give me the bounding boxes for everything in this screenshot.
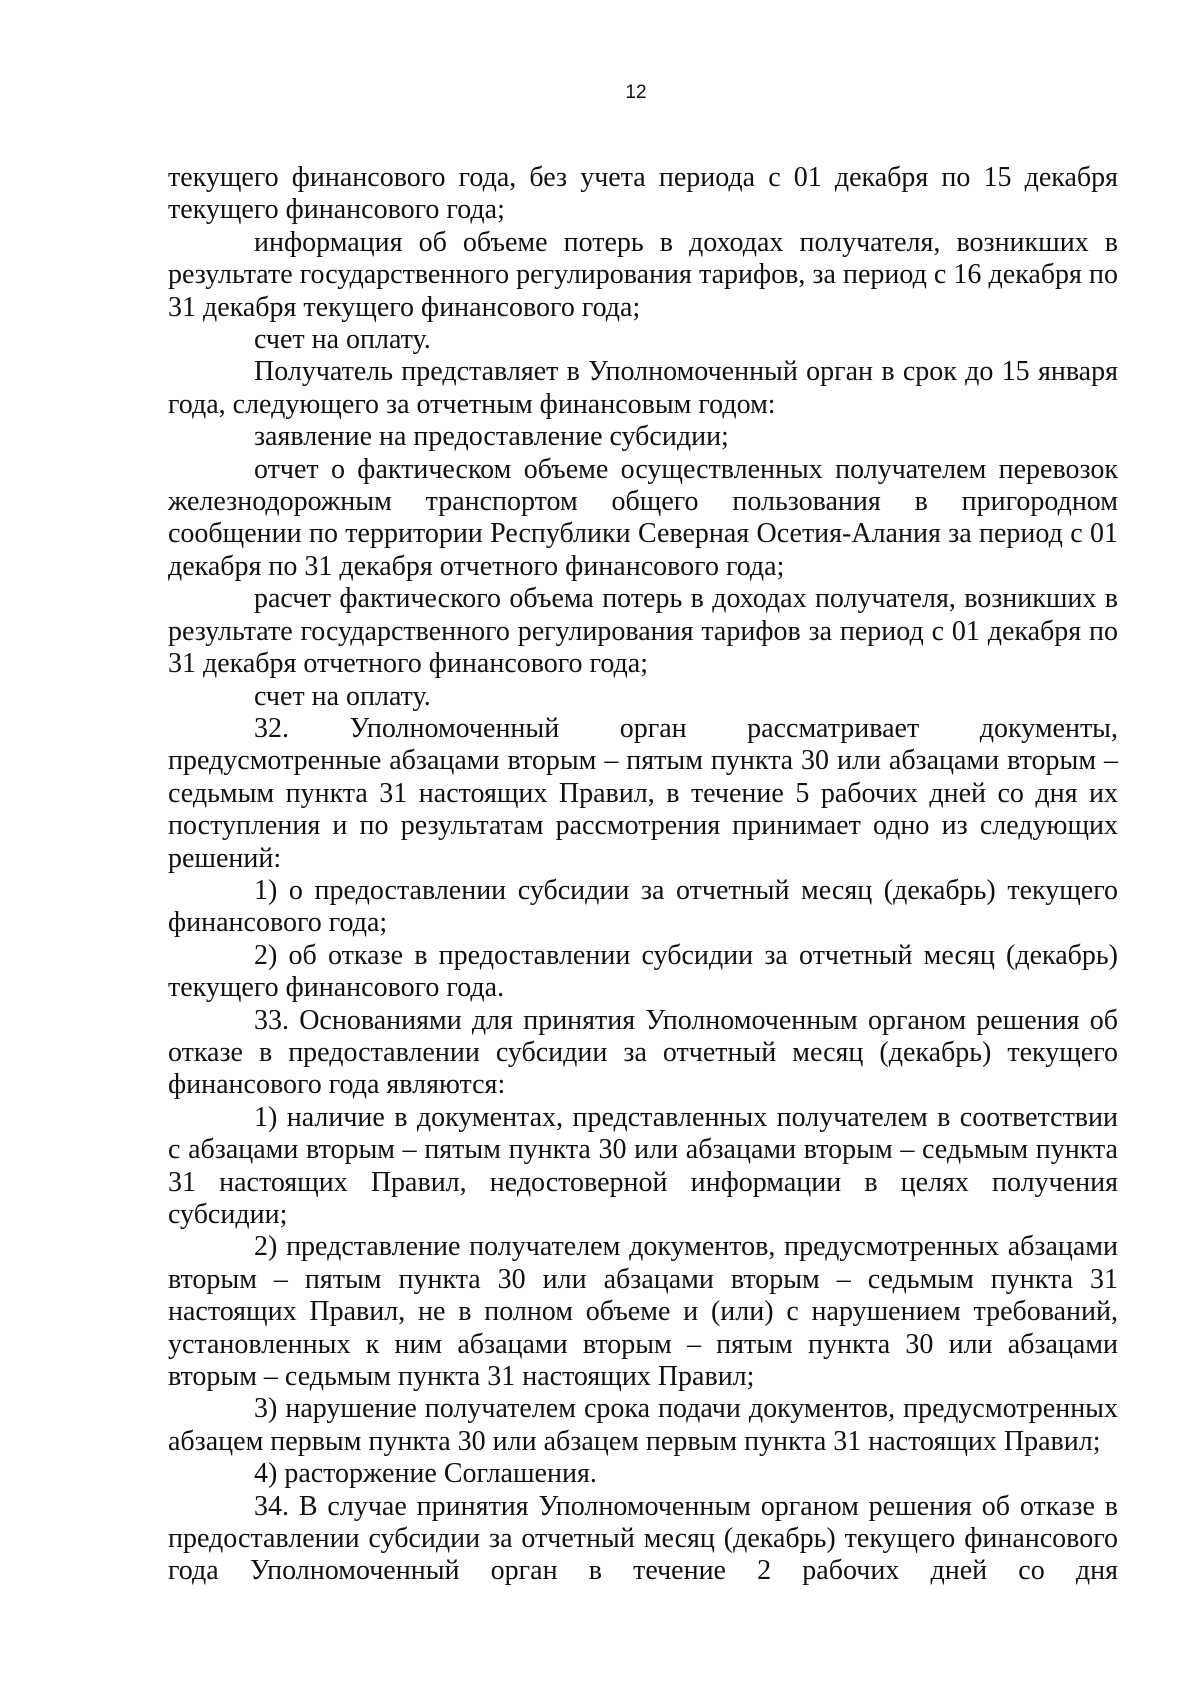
paragraph-loss-calculation: расчет фактического объема потерь в доходах получателя, возникших в результате государственного регулирования тарифов за период с 01 декабря по 31 декабря отчетного финансового года; (168, 583, 1118, 680)
paragraph-invoice-2: счет на оплату. (254, 680, 431, 712)
document-body (168, 162, 1118, 1588)
paragraph-invoice: счет на оплату. (254, 324, 431, 356)
paragraph-clause-32: 32. Уполномоченный орган рассматривает документы, предусмотренные абзацами вторым – пятым пункта 30 или абзацами вторым – седьмым пункта 31 настоящих Правил, в течение 5 рабочих дней со дня их поступления и по результатам рассмотрения принимает одно из следующих решений: (168, 712, 1118, 874)
paragraph-clause-32-item-2: 2) об отказе в предоставлении субсидии за отчетный месяц (декабрь) текущего финансового года. (168, 939, 1118, 1004)
paragraph-clause-33-item-2: 2) представление получателем документов, предусмотренных абзацами вторым – пятым пункта 30 или абзацами вторым – седьмым пункта 31 настоящих Правил, не в полном объеме и (или) с нарушением требований, установленных к ним абзацами вторым – пятым пункта 30 или абзацами вторым – седьмым пункта 31 настоящих Правил; (168, 1231, 1118, 1393)
paragraph-subsidy-application: заявление на предоставление субсидии; (254, 421, 729, 453)
paragraph-recipient-submits: Получатель представляет в Уполномоченный орган в срок до 15 января года, следующего за отчетным финансовым годом: (168, 356, 1118, 420)
paragraph-loss-information: информация об объеме потерь в доходах получателя, возникших в результате государственного регулирования тарифов, за период с 16 декабря по 31 декабря текущего финансового года; (168, 226, 1118, 323)
paragraph-clause-32-item-1: 1) о предоставлении субсидии за отчетный месяц (декабрь) текущего финансового года; (168, 874, 1118, 939)
paragraph-transport-report: отчет о фактическом объеме осуществленных получателем перевозок железнодорожным транспортом общего пользования в пригородном сообщении по территории Республики Северная Осетия-Алания за период с 01 декабря по 31 декабря отчетного финансового года; (168, 453, 1118, 582)
paragraph-clause-33-item-4: 4) расторжение Соглашения. (254, 1458, 597, 1490)
paragraph-clause-33-item-3: 3) нарушение получателем срока подачи документов, предусмотренных абзацем первым пункта 30 или абзацем первым пункта 31 настоящих Правил; (168, 1393, 1118, 1457)
paragraph-clause-33: 33. Основаниями для принятия Уполномоченным органом решения об отказе в предоставлении субсидии за отчетный месяц (декабрь) текущего финансового года являются: (168, 1004, 1118, 1101)
paragraph-continuation: текущего финансового года, без учета периода с 01 декабря по 15 декабря текущего финансового года; (168, 162, 1118, 226)
paragraph-clause-33-item-1: 1) наличие в документах, представленных получателем в соответствии с абзацами вторым – пятым пункта 30 или абзацами вторым – седьмым пункта 31 настоящих Правил, недостоверной информации в целях получения субсидии; (168, 1101, 1118, 1230)
paragraph-clause-34: 34. В случае принятия Уполномоченным органом решения об отказе в предоставлении субсидии за отчетный месяц (декабрь) текущего финансового года Уполномоченный орган в течение 2 рабочих дней со дня (168, 1490, 1118, 1587)
page-number: 12 (625, 82, 647, 103)
